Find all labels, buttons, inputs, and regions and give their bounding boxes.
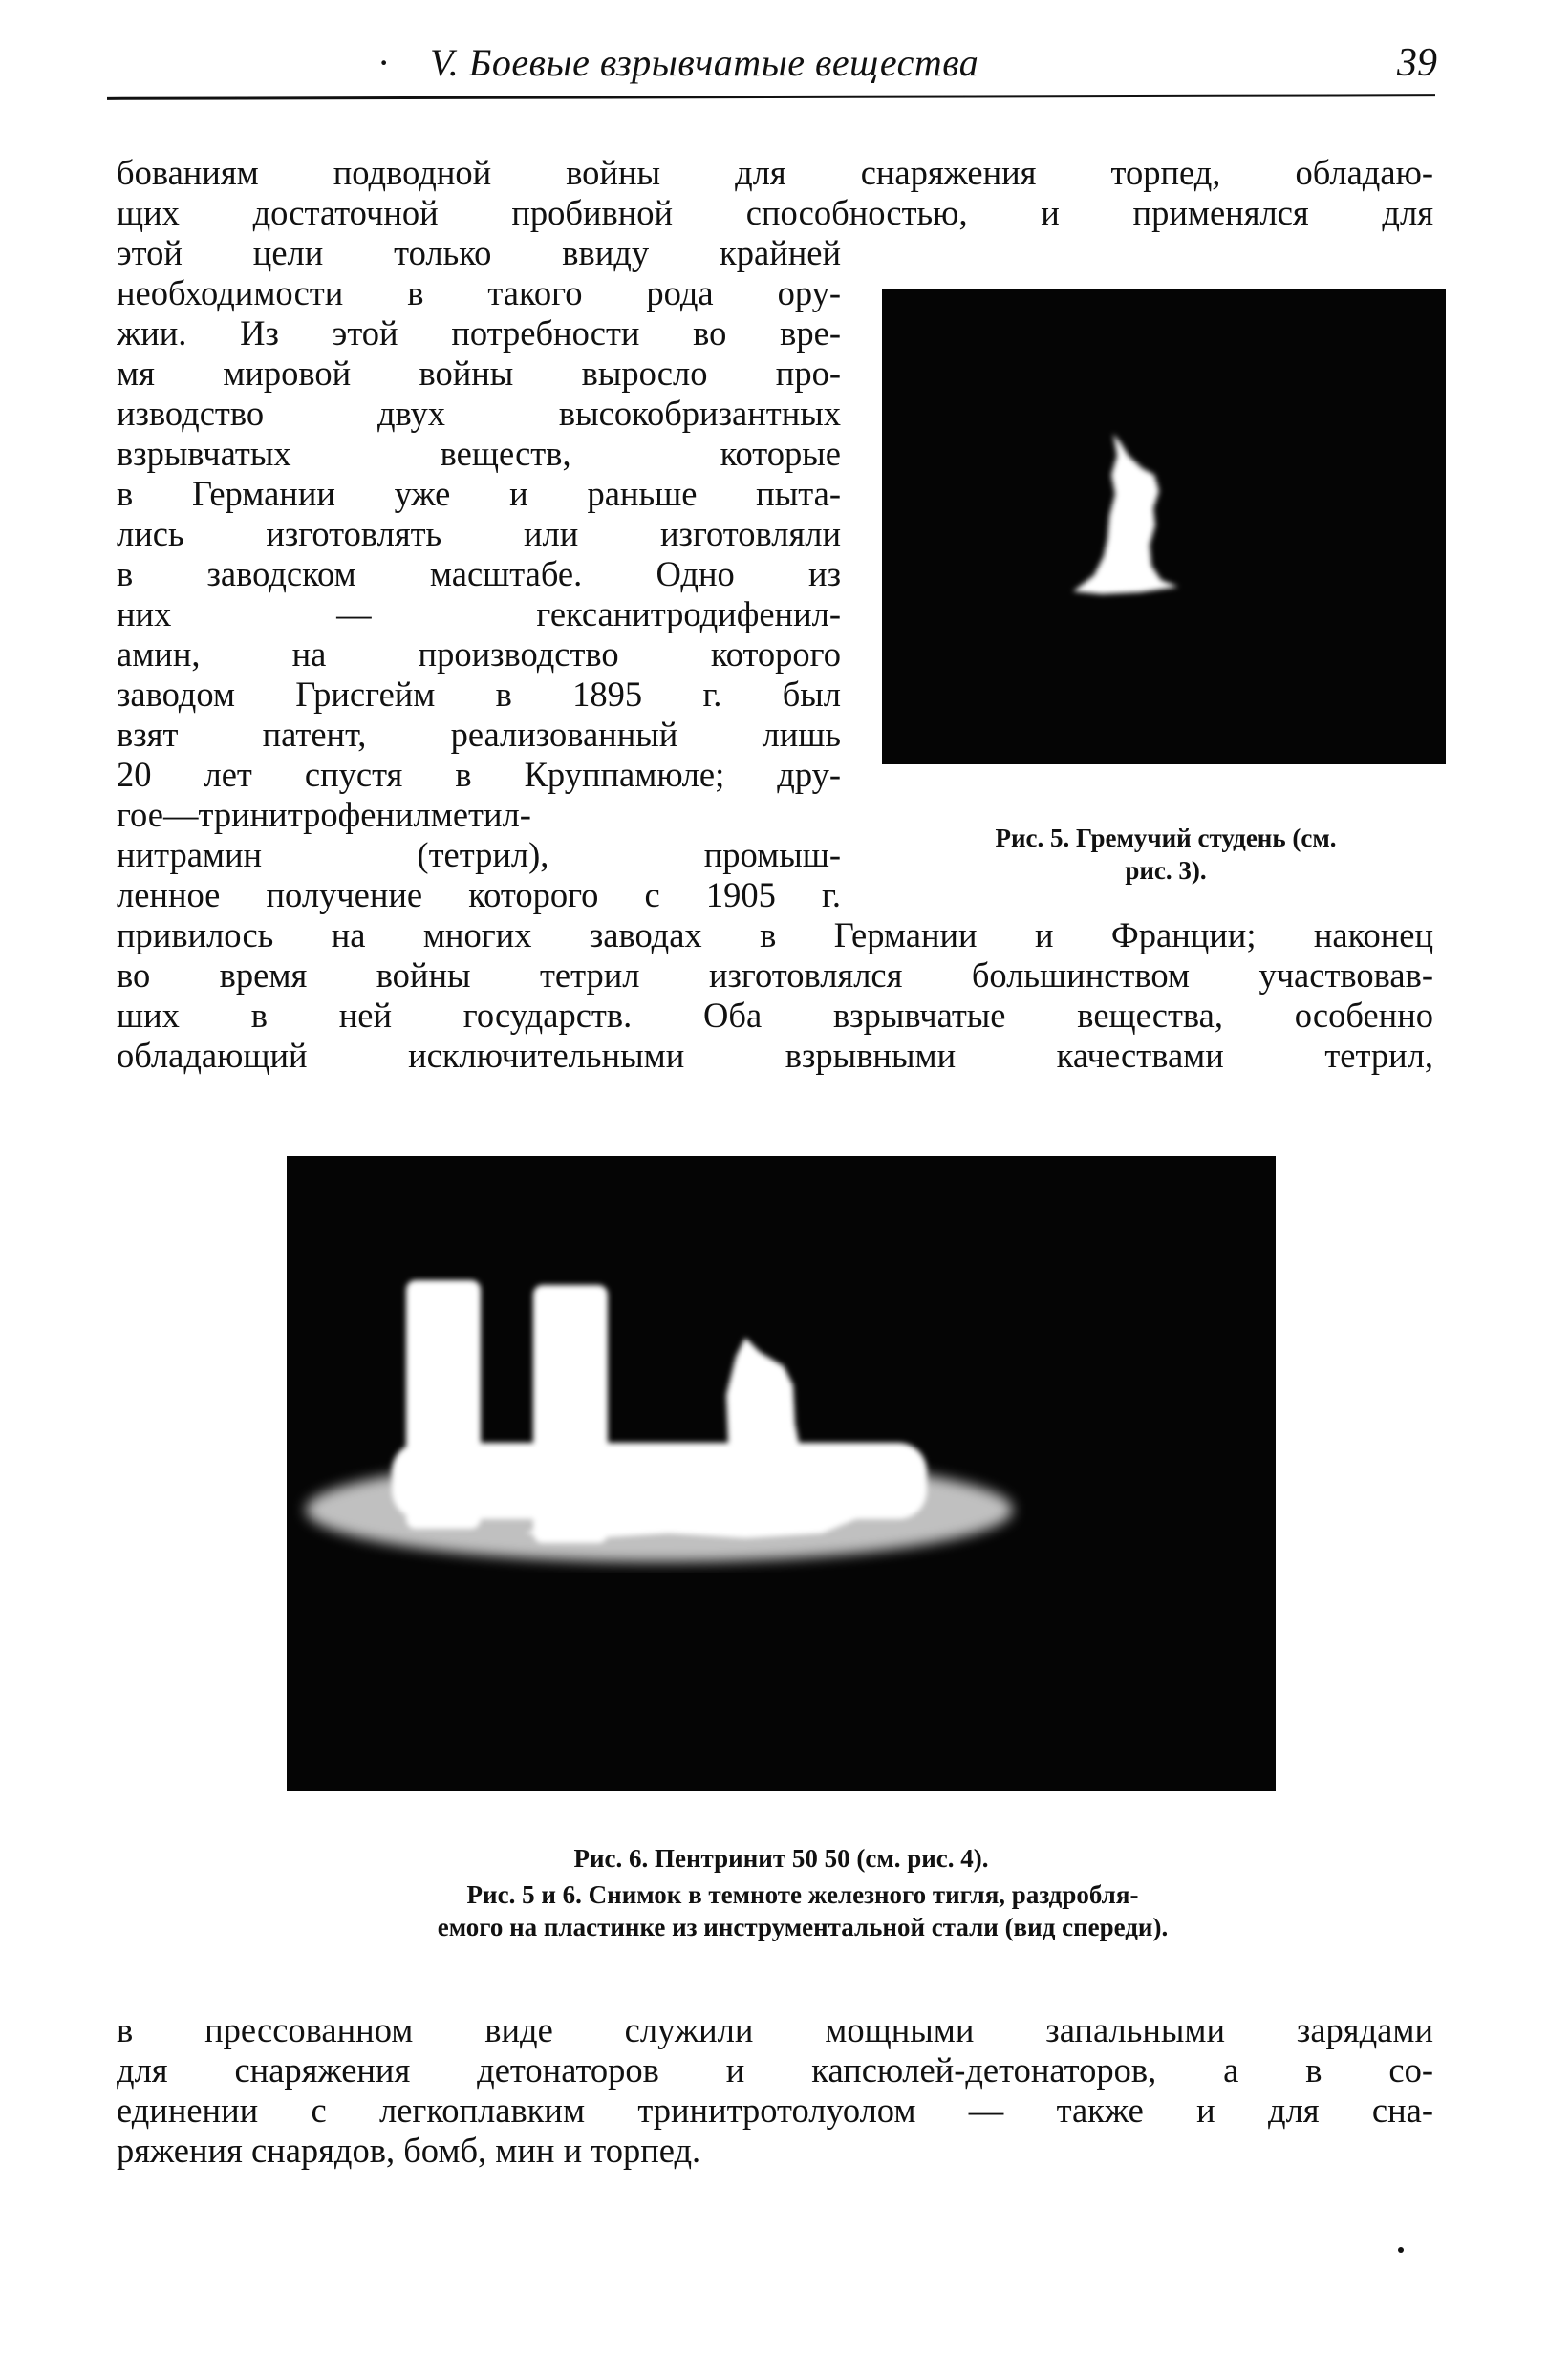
text-line: ряжения снарядов, бомб, мин и торпед. bbox=[117, 2131, 701, 2170]
text-line: необходимости в такого рода ору- bbox=[117, 273, 841, 312]
text-line: них — гексанитродифенил- bbox=[117, 594, 841, 633]
text-line: заводом Грисгейм в 1895 г. был bbox=[117, 675, 841, 714]
text-line: 20 лет спустя в Круппамюле; дру- bbox=[117, 755, 841, 794]
header-rule bbox=[107, 94, 1435, 100]
figure-6-caption: Рис. 6. Пентринит 50 50 (см. рис. 4). bbox=[573, 1844, 989, 1873]
text-line: щих достаточной пробивной способностью, и применялся для bbox=[117, 193, 1433, 232]
text-line: в прессованном виде служили мощными запальными зарядами bbox=[117, 2010, 1433, 2049]
text-line: взрывчатых веществ, которые bbox=[117, 434, 841, 473]
text-line: бованиям подводной войны для снаряжения торпед, обладаю- bbox=[117, 153, 1433, 192]
text-line: амин, на производство которого bbox=[117, 634, 841, 674]
text-line: мя мировой войны выросло про- bbox=[117, 354, 841, 393]
figure-5-photo bbox=[882, 289, 1446, 764]
header-dot: · bbox=[377, 41, 391, 84]
text-line: взят патент, реализованный лишь bbox=[117, 715, 841, 754]
page-number: 39 bbox=[1397, 41, 1437, 85]
figure-6-photo bbox=[287, 1156, 1276, 1791]
text-line: в заводском масштабе. Одно из bbox=[117, 554, 841, 593]
figure-5-caption-line1: Рис. 5. Гремучий студень (см. bbox=[995, 824, 1337, 852]
running-header-title: V. Боевые взрывчатые вещества bbox=[430, 41, 979, 84]
text-line: во время войны тетрил изготовлялся большинством участвовав- bbox=[117, 955, 1433, 995]
text-line: для снаряжения детонаторов и капсюлей-детонаторов, а в со- bbox=[117, 2050, 1433, 2090]
text-line: жии. Из этой потребности во вре- bbox=[117, 313, 841, 353]
joint-caption-line2: емого на пластинке из инструментальной стали (вид спереди). bbox=[437, 1913, 1169, 1941]
text-line: привилось на многих заводах в Германии и Франции; наконец bbox=[117, 915, 1433, 954]
flame-shape bbox=[882, 289, 1446, 764]
text-line: нитрамин (тетрил), промыш- bbox=[117, 835, 841, 874]
text-line: этой цели только ввиду крайней bbox=[117, 233, 841, 272]
figure-5-caption-line2: рис. 3). bbox=[1125, 856, 1207, 885]
text-line: в Германии уже и раньше пыта- bbox=[117, 474, 841, 513]
print-speck bbox=[1398, 2247, 1404, 2253]
text-line: изводство двух высокобризантных bbox=[117, 394, 841, 433]
joint-caption-line1: Рис. 5 и 6. Снимок в темноте железного тигля, раздробля- bbox=[466, 1880, 1139, 1909]
text-line: обладающий исключительными взрывными качествами тетрил, bbox=[117, 1036, 1433, 1075]
text-line: ших в ней государств. Оба взрывчатые вещества, особенно bbox=[117, 996, 1433, 1035]
text-line: гое—тринитрофенилметил- bbox=[117, 795, 531, 834]
text-line: единении с легкоплавким тринитротолуолом — также и для сна- bbox=[117, 2091, 1433, 2130]
text-line: лись изготовлять или изготовляли bbox=[117, 514, 841, 553]
text-line: ленное получение которого с 1905 г. bbox=[117, 875, 841, 914]
explosion-shapes bbox=[287, 1156, 1276, 1791]
